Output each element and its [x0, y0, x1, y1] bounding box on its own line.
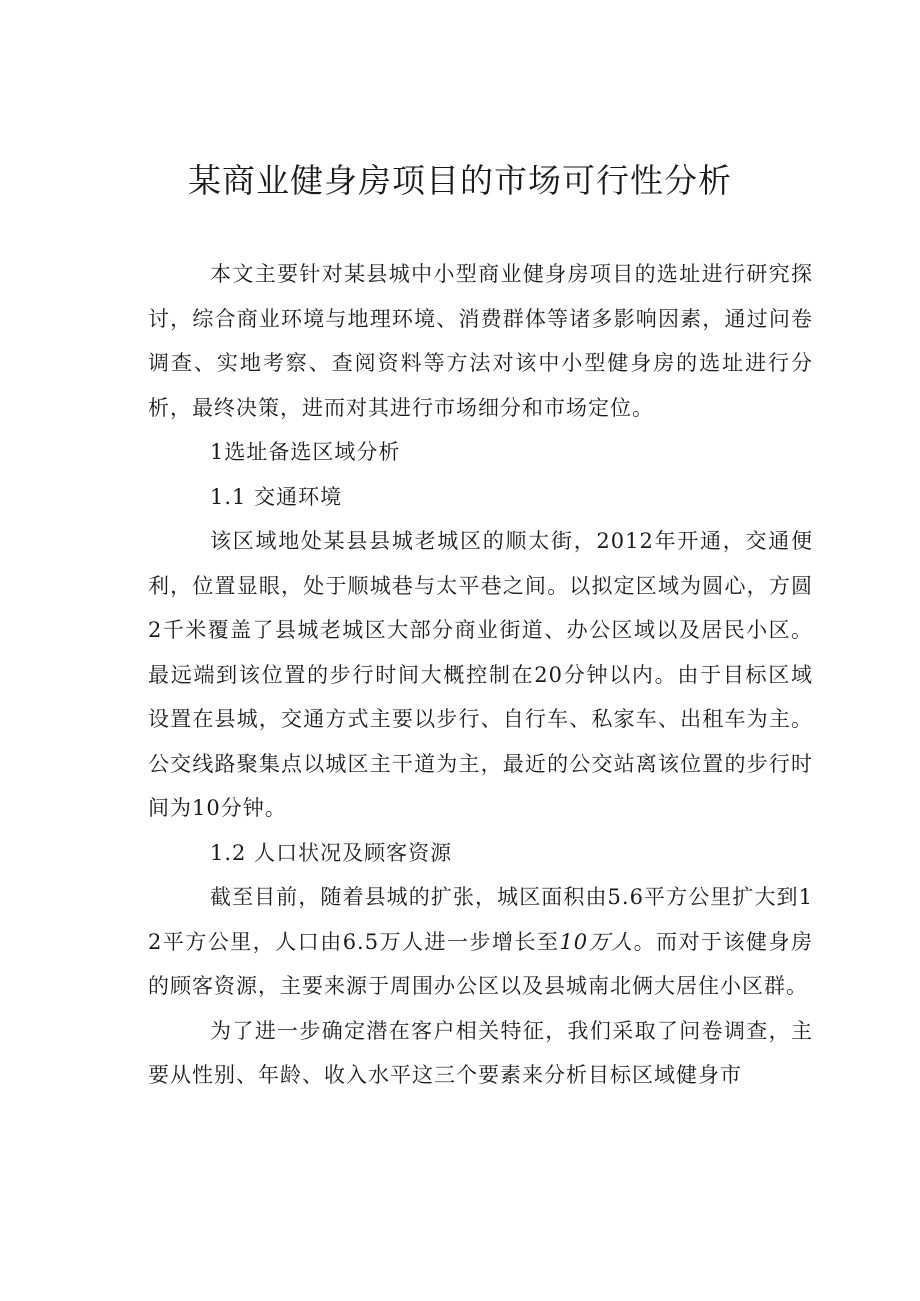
intro-paragraph: 本文主要针对某县城中小型商业健身房项目的选址进行研究探讨，综合商业环境与地理环境、消费群体等诸多影响因素，通过问卷调查、实地考察、查阅资料等方法对该中小型健身房的选址进行分析，最终决策，进而对其进行市场细分和市场定位。: [148, 262, 813, 420]
population-paragraph: [148, 875, 813, 1009]
survey-paragraph: 为了进一步确定潜在客户相关特征，我们采取了问卷调查，主要从性别、年龄、收入水平这三个要素来分析目标区域健身市: [148, 1018, 813, 1087]
section-1-1-heading: 1.1 交通环境: [210, 484, 343, 509]
population-text-part1: 截至目前，随着县城的扩张，城区面积由5.6平方公里扩大到12平方公里，人口由6.5万人进一步增长至: [148, 885, 813, 954]
document-title: 某商业健身房项目的市场可行性分析: [188, 161, 732, 200]
population-text-part2: 。而对于该健身房的顾客资源，主要来源于周围办公区以及县城南北俩大居住小区群。: [148, 929, 813, 998]
document-body: [148, 252, 813, 1098]
traffic-paragraph: 该区域地处某县县城老城区的顺太街，2012年开通，交通便利，位置显眼，处于顺城巷与太平巷之间。以拟定区域为圆心，方圆2千米覆盖了县城老城区大部分商业街道、办公区域以及居民小区。最远端到该位置的步行时间大概控制在20分钟以内。由于目标区域设置在县城，交通方式主要以步行、自行车、私家车、出租车为主。公交线路聚集点以城区主干道为主，最近的公交站离该位置的步行时间为10分钟。: [148, 529, 813, 820]
section-1-heading: 1选址备选区域分析: [210, 440, 401, 464]
population-italic-value: 10万人: [559, 929, 634, 954]
section-1-2-heading: 1.2 人口状况及顾客资源: [210, 840, 453, 865]
